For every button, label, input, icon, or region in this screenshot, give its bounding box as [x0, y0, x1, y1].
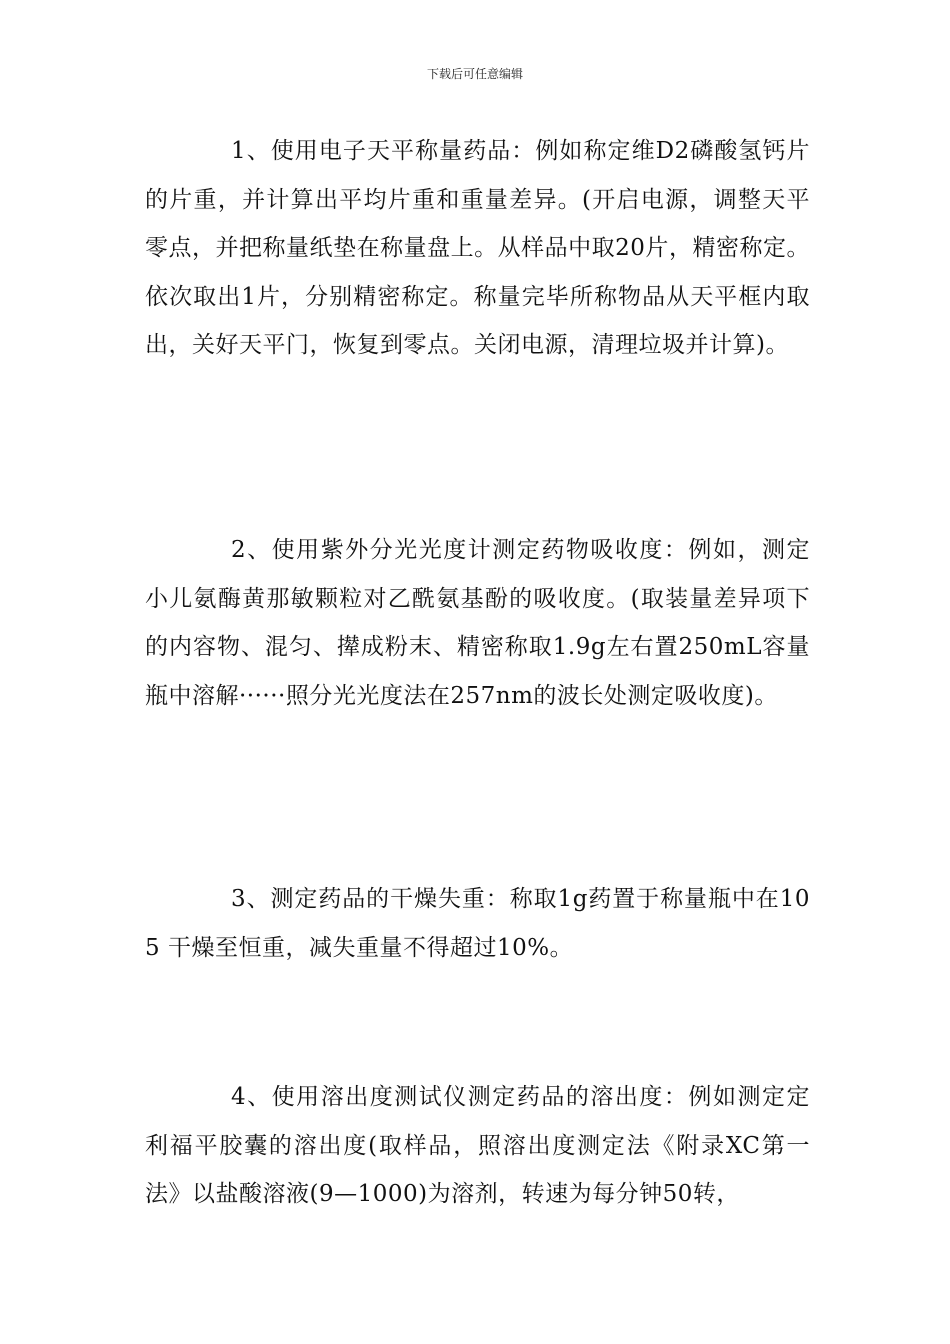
paragraph-3: 3、测定药品的干燥失重：称取1g药置于称量瓶中在105 干燥至恒重，减失重量不得超过10%。: [145, 886, 810, 961]
page-header: 下载后可任意编辑: [426, 67, 523, 81]
paragraph-2: 2、使用紫外分光光度计测定药物吸收度：例如，测定小儿氨酶黄那敏颗粒对乙酰氨基酚的吸收度。(取装量差异项下的内容物、混匀、撵成粉末、精密称取1.9g左右置250mL容量瓶中溶解······照分光光度法在257nm的波长处测定吸收度)。: [145, 537, 810, 709]
paragraph-4: 4、使用溶出度测试仪测定药品的溶出度：例如测定定利福平胶囊的溶出度(取样品，照溶出度测定法《附录XC第一法》以盐酸溶液(9—1000)为溶剂，转速为每分钟50转，: [145, 1084, 810, 1207]
paragraph-1: 1、使用电子天平称量药品：例如称定维D2磷酸氢钙片的片重，并计算出平均片重和重量差异。(开启电源，调整天平零点，并把称量纸垫在称量盘上。从样品中取20片，精密称定。依次取出1片，分别精密称定。称量完毕所称物品从天平框内取出，关好天平门，恢复到零点。关闭电源，清理垃圾并计算)。: [145, 138, 810, 358]
